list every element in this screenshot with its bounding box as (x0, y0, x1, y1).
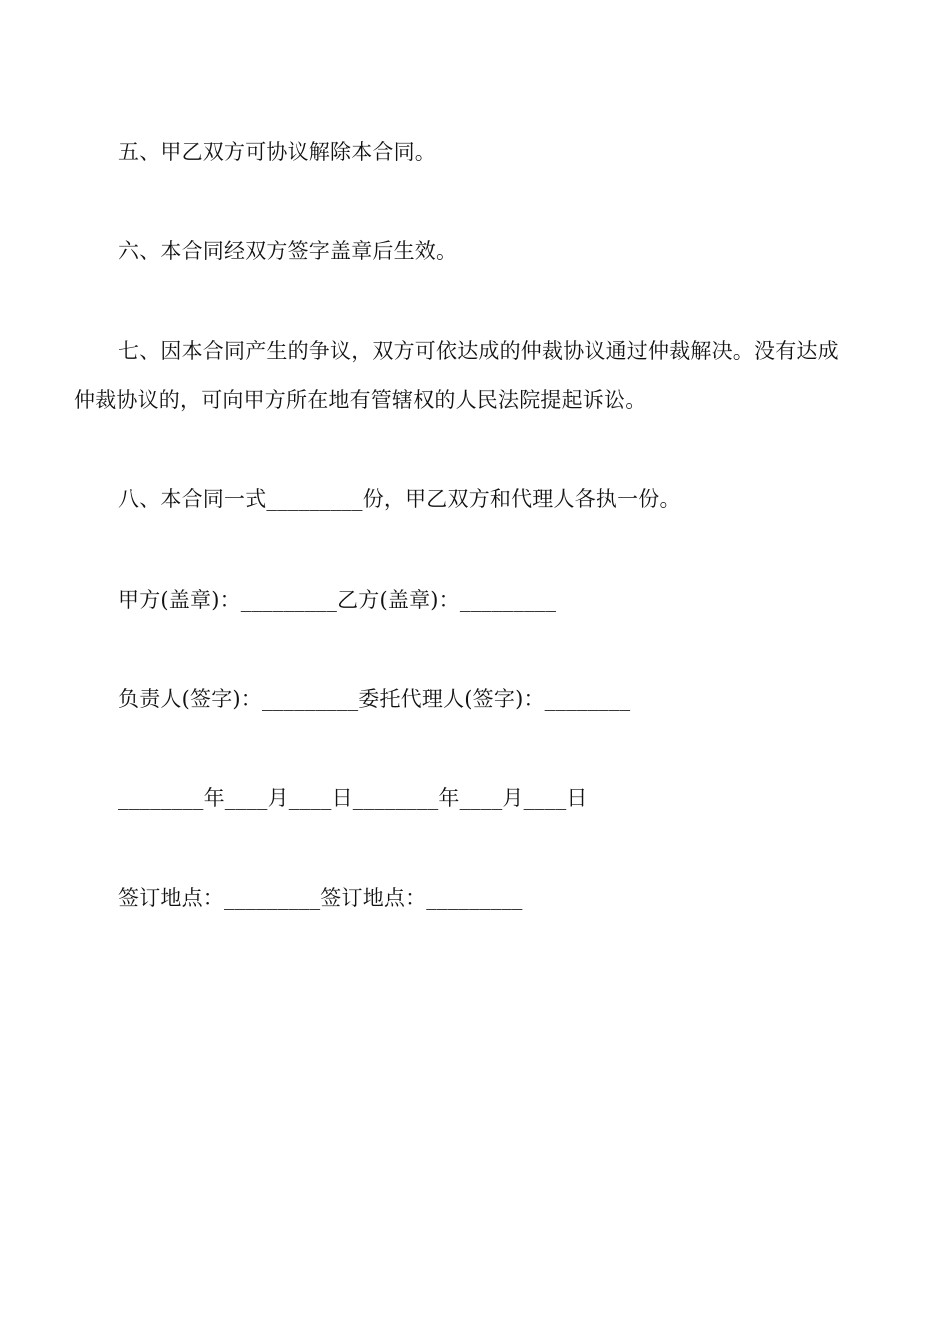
clause-seven-line-2: 仲裁协议的，可向甲方所在地有管辖权的人民法院提起诉讼。 (74, 388, 647, 412)
date-line: ________年____月____日________年____月____日 (118, 786, 588, 810)
signer-line: 负责人(签字)：_________委托代理人(签字)：________ (118, 687, 631, 711)
signing-place-line: 签订地点：_________签订地点：_________ (118, 886, 523, 910)
clause-five: 五、甲乙双方可协议解除本合同。 (118, 140, 436, 164)
clause-six: 六、本合同经双方签字盖章后生效。 (118, 239, 458, 263)
clause-seven-line-1: 七、因本合同产生的争议，双方可依达成的仲裁协议通过仲裁解决。没有达成 (118, 339, 839, 363)
seal-line: 甲方(盖章)：_________乙方(盖章)：_________ (118, 588, 557, 612)
clause-eight: 八、本合同一式_________份，甲乙双方和代理人各执一份。 (118, 487, 681, 511)
